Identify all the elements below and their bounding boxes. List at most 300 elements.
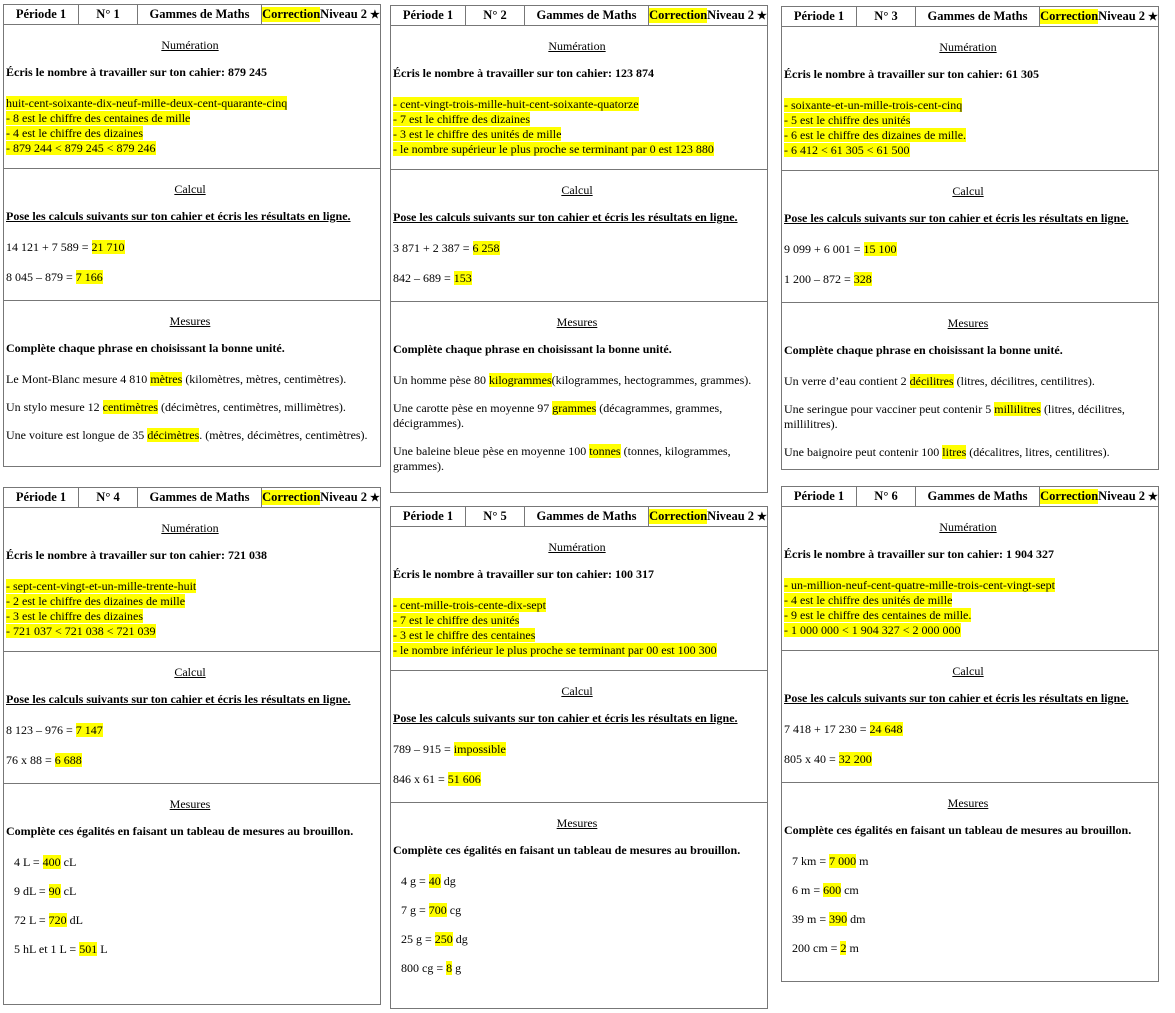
answer-line	[6, 609, 374, 624]
section-title: Numération	[161, 38, 219, 52]
answer-block	[393, 598, 761, 670]
equality-unit: dg	[452, 932, 468, 946]
numero-cell	[857, 487, 916, 506]
answer-block	[393, 97, 761, 169]
answer-text: - 4 est le chiffre des unités de mille	[784, 593, 953, 607]
mesures-section	[391, 315, 767, 474]
answer-line	[393, 628, 761, 643]
correction-badge: Correction	[262, 490, 321, 504]
periode-label: Période 1	[15, 490, 67, 504]
calc-answer: 24 648	[869, 722, 903, 736]
answer-text: - un-million-neuf-cent-quatre-mille-trois-cent-vingt-sept	[784, 578, 1055, 592]
mesures-section	[782, 316, 1158, 460]
titre-cell	[916, 7, 1040, 26]
answer-line	[6, 126, 374, 141]
equality-line	[401, 932, 761, 947]
calc-question: 1 200 – 872 =	[784, 272, 854, 286]
calc-line	[6, 753, 374, 768]
calcul-section	[4, 665, 380, 784]
answer-text: - 3 est le chiffre des centaines	[393, 628, 536, 642]
exercise-card	[781, 486, 1159, 982]
equality-unit: L	[97, 942, 108, 956]
section-title: Calcul	[561, 183, 593, 197]
calc-question: 789 – 915 =	[393, 742, 454, 756]
niveau-label: Niveau 2	[320, 7, 368, 21]
mesure-sentence	[6, 428, 374, 443]
calc-line	[6, 723, 374, 738]
titre-label: Gammes de Maths	[927, 9, 1028, 23]
answer-line	[6, 624, 374, 639]
titre-cell	[138, 5, 262, 24]
answer-text: - 8 est le chiffre des centaines de mille	[6, 111, 191, 125]
equality-line	[792, 883, 1152, 898]
mesures-section	[391, 816, 767, 976]
answer-line	[6, 111, 374, 126]
numeration-section	[391, 540, 767, 671]
answer-text: - 1 000 000 < 1 904 327 < 2 000 000	[784, 623, 961, 637]
section-title: Calcul	[561, 684, 593, 698]
exercise-card	[3, 4, 381, 467]
answer-line	[784, 128, 1152, 143]
instruction: Complète chaque phrase en choisissant la bonne unité.	[393, 342, 672, 356]
sentence-start: Un homme pèse 80	[393, 373, 489, 387]
mesure-sentence	[6, 372, 374, 387]
sentence-end: . (mètres, décimètres, centimètres).	[199, 428, 368, 442]
answer-text: - 9 est le chiffre des centaines de mille.	[784, 608, 972, 622]
correction-badge: Correction	[649, 8, 708, 22]
calc-answer: 15 100	[863, 242, 897, 256]
periode-cell	[4, 5, 79, 24]
equality-line	[14, 855, 374, 870]
instruction: Pose les calculs suivants sur ton cahier et écris les résultats en ligne.	[6, 692, 351, 706]
section-title: Calcul	[952, 184, 984, 198]
sentence-end: (kilogrammes, hectogrammes, grammes).	[551, 373, 752, 387]
numero-cell	[79, 488, 138, 507]
titre-cell	[525, 6, 649, 25]
mesure-sentence	[393, 401, 761, 431]
answer-line	[784, 578, 1152, 593]
equality-left: 4 g =	[401, 874, 429, 888]
mesure-sentence	[6, 400, 374, 415]
answer-text: - 6 est le chiffre des dizaines de mille.	[784, 128, 967, 142]
equality-line	[401, 961, 761, 976]
equality-unit: m	[846, 941, 859, 955]
correction-badge: Correction	[649, 509, 708, 523]
calc-line	[393, 772, 761, 787]
calc-line	[6, 270, 374, 285]
answer-line	[393, 142, 761, 157]
equality-line	[792, 941, 1152, 956]
answer-line	[784, 623, 1152, 638]
answer-line	[393, 97, 761, 112]
sentence-end: (litres, décilitres, centilitres).	[953, 374, 1095, 388]
section-title: Calcul	[174, 182, 206, 196]
equality-left: 6 m =	[792, 883, 824, 897]
card-header	[391, 507, 767, 527]
mesure-sentence	[784, 445, 1152, 460]
exercise-card	[390, 506, 768, 1009]
calc-line	[393, 241, 761, 256]
periode-cell	[4, 488, 79, 507]
correction-badge: Correction	[262, 7, 321, 21]
equality-answer: 600	[823, 883, 842, 897]
periode-cell	[391, 507, 466, 526]
niveau-cell	[1040, 487, 1158, 506]
unit-answer: tonnes	[589, 444, 621, 458]
numero-cell	[857, 7, 916, 26]
equality-left: 72 L =	[14, 913, 49, 927]
exercise-card	[3, 487, 381, 1005]
calc-line	[784, 242, 1152, 257]
calcul-section	[4, 182, 380, 301]
titre-label: Gammes de Maths	[149, 7, 250, 21]
numeration-section	[4, 521, 380, 652]
titre-label: Gammes de Maths	[536, 8, 637, 22]
section-title: Mesures	[947, 316, 989, 330]
sentence-end: (litres, décilitres, millilitres).	[784, 402, 1125, 431]
answer-line	[784, 143, 1152, 158]
equality-answer: 501	[79, 942, 98, 956]
calc-line	[393, 271, 761, 286]
niveau-cell	[1040, 7, 1158, 26]
equality-left: 9 dL =	[14, 884, 49, 898]
answer-block	[784, 98, 1152, 170]
sentence-start: Une baleine bleue pèse en moyenne 100	[393, 444, 590, 458]
answer-line	[393, 112, 761, 127]
sentence-start: Une seringue pour vacciner peut contenir 5	[784, 402, 995, 416]
instruction: Pose les calculs suivants sur ton cahier et écris les résultats en ligne.	[393, 210, 738, 224]
unit-answer: mètres	[150, 372, 183, 386]
star-icon: ★	[1148, 11, 1158, 23]
equality-left: 200 cm =	[792, 941, 841, 955]
calc-question: 8 123 – 976 =	[6, 723, 76, 737]
equality-answer: 390	[829, 912, 848, 926]
answer-text: - cent-mille-trois-cente-dix-sept	[393, 598, 546, 612]
section-title: Calcul	[952, 664, 984, 678]
instruction: Pose les calculs suivants sur ton cahier et écris les résultats en ligne.	[393, 711, 738, 725]
numero-label: N° 3	[874, 9, 898, 23]
card-header	[782, 487, 1158, 507]
answer-text: - le nombre supérieur le plus proche se terminant par 0 est 123 880	[393, 142, 714, 156]
instruction: Écris le nombre à travailler sur ton cahier: 100 317	[393, 567, 654, 581]
periode-label: Période 1	[402, 8, 454, 22]
calcul-section	[782, 664, 1158, 783]
mesures-section	[4, 314, 380, 443]
mesure-sentence	[393, 373, 761, 388]
answer-line	[6, 141, 374, 156]
calc-question: 842 – 689 =	[393, 271, 454, 285]
numero-label: N° 6	[874, 489, 898, 503]
calc-line	[784, 752, 1152, 767]
sentence-end: (décalitres, litres, centilitres).	[966, 445, 1110, 459]
star-icon: ★	[1148, 491, 1158, 503]
equality-left: 39 m =	[792, 912, 830, 926]
star-icon: ★	[757, 10, 767, 22]
calc-question: 805 x 40 =	[784, 752, 839, 766]
calc-question: 14 121 + 7 589 =	[6, 240, 92, 254]
unit-answer: litres	[942, 445, 967, 459]
sentence-start: Une voiture est longue de 35	[6, 428, 148, 442]
star-icon: ★	[370, 492, 380, 504]
niveau-label: Niveau 2	[1098, 9, 1146, 23]
equality-left: 800 cg =	[401, 961, 447, 975]
calc-answer: 21 710	[91, 240, 125, 254]
niveau-label: Niveau 2	[707, 509, 755, 523]
instruction: Écris le nombre à travailler sur ton cahier: 879 245	[6, 65, 267, 79]
sentence-start: Le Mont-Blanc mesure 4 810	[6, 372, 151, 386]
sentence-end: (décimètres, centimètres, millimètres).	[157, 400, 346, 414]
section-title: Numération	[161, 521, 219, 535]
unit-answer: grammes	[552, 401, 597, 415]
equality-left: 7 g =	[401, 903, 429, 917]
numero-label: N° 4	[96, 490, 120, 504]
niveau-cell	[262, 5, 380, 24]
section-title: Mesures	[556, 315, 598, 329]
equality-left: 4 L =	[14, 855, 43, 869]
answer-line	[393, 613, 761, 628]
equality-unit: cL	[60, 855, 77, 869]
instruction: Pose les calculs suivants sur ton cahier et écris les résultats en ligne.	[784, 691, 1129, 705]
periode-label: Période 1	[15, 7, 67, 21]
calc-question: 8 045 – 879 =	[6, 270, 76, 284]
calc-question: 3 871 + 2 387 =	[393, 241, 473, 255]
answer-text: - 4 est le chiffre des dizaines	[6, 126, 144, 140]
equality-unit: dg	[440, 874, 456, 888]
titre-cell	[138, 488, 262, 507]
calc-answer: 6 688	[54, 753, 82, 767]
equality-answer: 400	[42, 855, 61, 869]
section-title: Mesures	[169, 314, 211, 328]
answer-line	[784, 98, 1152, 113]
answer-text: - 7 est le chiffre des dizaines	[393, 112, 531, 126]
niveau-cell	[649, 6, 767, 25]
answer-text: - 3 est le chiffre des dizaines	[6, 609, 144, 623]
periode-cell	[391, 6, 466, 25]
answer-text: - 7 est le chiffre des unités	[393, 613, 520, 627]
sentence-start: Une carotte pèse en moyenne 97	[393, 401, 553, 415]
periode-cell	[782, 487, 857, 506]
calc-question: 76 x 88 =	[6, 753, 55, 767]
section-title: Mesures	[169, 797, 211, 811]
niveau-cell	[262, 488, 380, 507]
periode-label: Période 1	[793, 9, 845, 23]
sentence-start: Une baignoire peut contenir 100	[784, 445, 943, 459]
calc-answer: impossible	[453, 742, 506, 756]
answer-line	[6, 594, 374, 609]
calcul-section	[782, 184, 1158, 303]
calcul-section	[391, 684, 767, 803]
calc-question: 7 418 + 17 230 =	[784, 722, 870, 736]
answer-block	[6, 96, 374, 168]
equality-line	[792, 912, 1152, 927]
niveau-cell	[649, 507, 767, 526]
numeration-section	[782, 520, 1158, 651]
instruction: Écris le nombre à travailler sur ton cahier: 123 874	[393, 66, 654, 80]
numero-label: N° 1	[96, 7, 120, 21]
instruction: Complète chaque phrase en choisissant la bonne unité.	[784, 343, 1063, 357]
answer-text: huit-cent-soixante-dix-neuf-mille-deux-cent-quarante-cinq	[6, 96, 288, 110]
answer-text: - 879 244 < 879 245 < 879 246	[6, 141, 156, 155]
calc-answer: 153	[453, 271, 472, 285]
calc-answer: 32 200	[838, 752, 872, 766]
instruction: Complète ces égalités en faisant un tableau de mesures au brouillon.	[393, 843, 741, 857]
mesure-sentence	[784, 374, 1152, 389]
answer-text: - 6 412 < 61 305 < 61 500	[784, 143, 910, 157]
answer-block	[784, 578, 1152, 650]
equality-unit: m	[856, 854, 869, 868]
answer-line	[784, 608, 1152, 623]
answer-block	[6, 579, 374, 651]
answer-line	[784, 593, 1152, 608]
unit-answer: centimètres	[102, 400, 158, 414]
numero-cell	[466, 6, 525, 25]
answer-text: - le nombre inférieur le plus proche se terminant par 00 est 100 300	[393, 643, 717, 657]
titre-label: Gammes de Maths	[536, 509, 637, 523]
answer-text: - 721 037 < 721 038 < 721 039	[6, 624, 156, 638]
equality-left: 7 km =	[792, 854, 830, 868]
section-title: Numération	[548, 540, 606, 554]
equality-left: 5 hL et 1 L =	[14, 942, 80, 956]
calc-answer: 6 258	[472, 241, 500, 255]
equality-unit: g	[452, 961, 462, 975]
instruction: Pose les calculs suivants sur ton cahier et écris les résultats en ligne.	[6, 209, 351, 223]
equality-line	[401, 874, 761, 889]
equality-line	[792, 854, 1152, 869]
sentence-start: Un stylo mesure 12	[6, 400, 103, 414]
equality-answer: 700	[428, 903, 447, 917]
calc-line	[784, 272, 1152, 287]
card-header	[391, 6, 767, 26]
unit-answer: millilitres	[994, 402, 1041, 416]
niveau-label: Niveau 2	[1098, 489, 1146, 503]
unit-answer: kilogrammes	[488, 373, 552, 387]
calc-answer: 328	[853, 272, 872, 286]
equality-line	[401, 903, 761, 918]
titre-label: Gammes de Maths	[927, 489, 1028, 503]
periode-label: Période 1	[793, 489, 845, 503]
equality-answer: 2	[840, 941, 847, 955]
answer-line	[393, 127, 761, 142]
instruction: Complète ces égalités en faisant un tableau de mesures au brouillon.	[784, 823, 1132, 837]
answer-line	[6, 96, 374, 111]
answer-text: - sept-cent-vingt-et-un-mille-trente-huit	[6, 579, 197, 593]
section-title: Numération	[939, 40, 997, 54]
instruction: Pose les calculs suivants sur ton cahier et écris les résultats en ligne.	[784, 211, 1129, 225]
equality-answer: 40	[428, 874, 441, 888]
equality-line	[14, 913, 374, 928]
unit-answer: décimètres	[147, 428, 200, 442]
calc-line	[393, 742, 761, 757]
mesure-sentence	[784, 402, 1152, 432]
answer-text: - cent-vingt-trois-mille-huit-cent-soixante-quatorze	[393, 97, 639, 111]
niveau-label: Niveau 2	[320, 490, 368, 504]
equality-answer: 720	[48, 913, 67, 927]
equality-unit: dm	[847, 912, 866, 926]
star-icon: ★	[370, 9, 380, 21]
equality-unit: cg	[446, 903, 462, 917]
exercise-card	[781, 6, 1159, 470]
section-title: Mesures	[556, 816, 598, 830]
answer-text: - soixante-et-un-mille-trois-cent-cinq	[784, 98, 963, 112]
titre-cell	[916, 487, 1040, 506]
numero-label: N° 2	[483, 8, 507, 22]
exercise-card	[390, 5, 768, 493]
mesures-section	[782, 796, 1158, 956]
instruction: Écris le nombre à travailler sur ton cahier: 61 305	[784, 67, 1039, 81]
unit-answer: décilitres	[909, 374, 954, 388]
titre-cell	[525, 507, 649, 526]
answer-text: - 2 est le chiffre des dizaines de mille	[6, 594, 186, 608]
calc-question: 9 099 + 6 001 =	[784, 242, 864, 256]
section-title: Numération	[548, 39, 606, 53]
sentence-end: (tonnes, kilogrammes, grammes).	[393, 444, 731, 473]
answer-line	[784, 113, 1152, 128]
instruction: Écris le nombre à travailler sur ton cahier: 721 038	[6, 548, 267, 562]
periode-label: Période 1	[402, 509, 454, 523]
answer-text: - 3 est le chiffre des unités de mille	[393, 127, 562, 141]
mesures-section	[4, 797, 380, 957]
equality-left: 25 g =	[401, 932, 435, 946]
answer-line	[393, 643, 761, 658]
calc-line	[784, 722, 1152, 737]
calcul-section	[391, 183, 767, 302]
sentence-start: Un verre d’eau contient 2	[784, 374, 910, 388]
equality-unit: dL	[66, 913, 83, 927]
section-title: Mesures	[947, 796, 989, 810]
answer-line	[393, 598, 761, 613]
card-header	[4, 5, 380, 25]
equality-answer: 8	[446, 961, 453, 975]
numeration-section	[391, 39, 767, 170]
periode-cell	[782, 7, 857, 26]
sentence-end: (kilomètres, mètres, centimètres).	[182, 372, 347, 386]
numeration-section	[782, 40, 1158, 171]
instruction: Complète ces égalités en faisant un tableau de mesures au brouillon.	[6, 824, 354, 838]
calc-question: 846 x 61 =	[393, 772, 448, 786]
numeration-section	[4, 38, 380, 169]
equality-answer: 7 000	[829, 854, 857, 868]
answer-text: - 5 est le chiffre des unités	[784, 113, 911, 127]
equality-line	[14, 884, 374, 899]
card-header	[782, 7, 1158, 27]
calc-answer: 7 166	[75, 270, 103, 284]
mesure-sentence	[393, 444, 761, 474]
equality-unit: cm	[841, 883, 859, 897]
numero-cell	[466, 507, 525, 526]
niveau-label: Niveau 2	[707, 8, 755, 22]
calc-answer: 7 147	[75, 723, 103, 737]
sentence-end: (décagrammes, grammes, décigrammes).	[393, 401, 723, 430]
instruction: Écris le nombre à travailler sur ton cahier: 1 904 327	[784, 547, 1054, 561]
answer-line	[6, 579, 374, 594]
instruction: Complète chaque phrase en choisissant la bonne unité.	[6, 341, 285, 355]
equality-line	[14, 942, 374, 957]
numero-label: N° 5	[483, 509, 507, 523]
calc-answer: 51 606	[447, 772, 481, 786]
equality-answer: 90	[48, 884, 61, 898]
section-title: Numération	[939, 520, 997, 534]
star-icon: ★	[757, 511, 767, 523]
correction-badge: Correction	[1040, 489, 1099, 503]
equality-answer: 250	[434, 932, 453, 946]
correction-badge: Correction	[1040, 9, 1099, 23]
titre-label: Gammes de Maths	[149, 490, 250, 504]
section-title: Calcul	[174, 665, 206, 679]
numero-cell	[79, 5, 138, 24]
equality-unit: cL	[60, 884, 77, 898]
calc-line	[6, 240, 374, 255]
card-header	[4, 488, 380, 508]
